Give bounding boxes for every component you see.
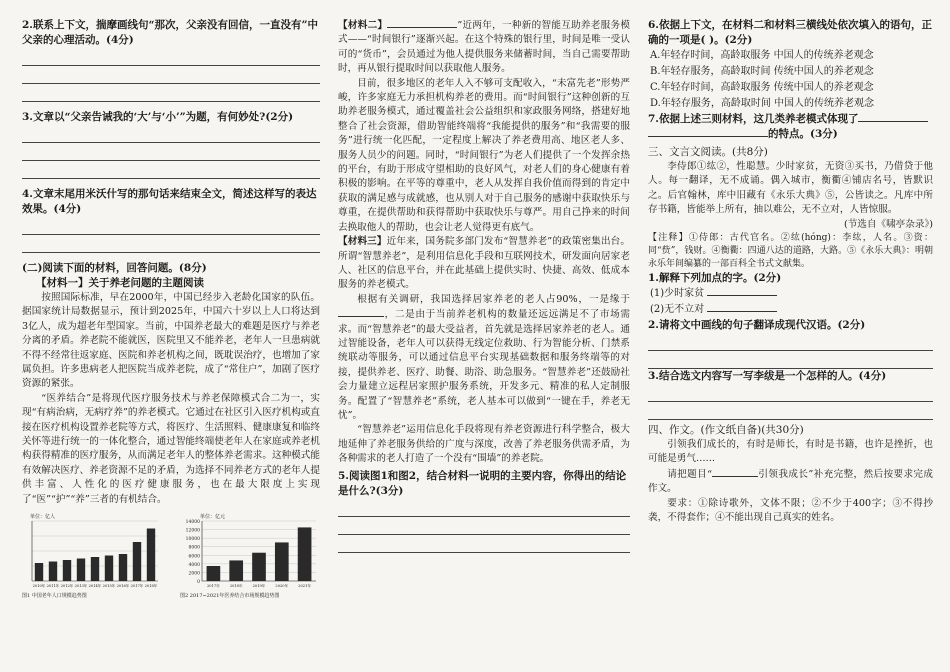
fill-blank[interactable] [858,112,928,122]
option-b[interactable]: B.年轻存服务，高龄取时间 传统中国人的养老观念 [650,66,874,77]
section-header: 四、作文。(作文纸自备)(共30分) [648,424,804,437]
chart-bar [298,528,312,582]
composition-instruction [648,467,933,497]
material-3-text: ，二是由于当前养老机构的数量还远远满足不了市场需求。而“智慧养老”的最大受益者，首先就是选择居家养老的老人。通过智能设备，老年人可以获得无线定位救助、行为智能分析、门禁系统联动等服务，可以通过信息平台实现基础数据和服务终端等的对接，提供养老、医疗、助餐、助浴、助急服务。“智慧养老”还鼓励社会力量建立远程居家照护服务系统，开发多元、精准的私人定制服务。配置了“智慧养老”系统，老人基本可以做到“一键在手，养老无忧”。 [338,309,630,421]
word-item-text: (2)无不立对 [650,304,705,316]
material-2-label: 【材料二】 [338,20,388,31]
answer-line[interactable] [22,217,320,235]
section-header: (二)阅读下面的材料，回答问题。(8分) [22,262,207,274]
question-6: 6.依据上下文，在材料二和材料三横线处依次填入的语句，正确的一项是( )。(2分) [648,19,932,46]
word-item [648,302,933,318]
question-5: 5.阅读图1和图2，结合材料一说明的主要内容，你得出的结论是什么?(3分) [338,469,627,497]
chart-xtick: 2017年 [130,584,144,589]
question-3: 3.文章以“父亲告诫我的‘大’与‘小’”为题，有何妙处?(2分) [22,111,294,123]
answer-line[interactable] [648,384,933,402]
chart-xtick: 2015年 [102,584,116,589]
column-2 [338,18,630,553]
material-2-paragraph: 目前，很多地区的老年人入不够可支配收入，“未富先老”形势严峻，许多家庭无力承担机构养老的费用。而“时间银行”这种创新的互助养老服务模式，通过覆盖社会公益组织和家政服务网络，搭建好地整合了社会资源，借助智能终端将“我能提供的服务”和“我需要的服务”进行统一化匹配，一定程度上解决了养老费用高、地区老人多、服务人员少的问题。同时，“时间银行”为老人们提供了一个发挥余热的平台，有助于形成守望相助的良好风气，对老人们的身心健康有着积极的影响。在平等的尊重中，老人从发挥自我价值而得到的肯定中获取的满足感与成就感，也从别人对于自己服务的感谢中获取快乐与尊重，在提供帮助和获得帮助中获取快乐与尊严。用自己挣来的时间去换取他人的帮助，也会让老人觉得更有底气。 [338,77,630,233]
chart-xtick: 2016年 [116,584,130,589]
chart-bar [91,557,99,581]
answer-line[interactable] [648,402,933,420]
chart-ytick: 8000 [188,545,200,551]
chart-2-caption: 图2 2017~2021年医养结合市场规模趋势图 [180,593,280,600]
chart-xtick: 2018年 [229,584,243,589]
answer-line[interactable] [648,351,933,369]
chart-bar [275,543,289,582]
answer-line[interactable] [338,499,630,517]
answer-line[interactable] [338,535,630,553]
chart-xtick: 2010年 [32,584,46,589]
chart-ytick: 2000 [188,571,200,577]
composition-text: 请把题目“ [667,468,713,480]
answer-line[interactable] [22,48,320,66]
answer-line[interactable] [22,125,320,143]
annotation: 【注释】①侍郎：古代官名。②纮(hóng)：李纮，人名。③资：同“赀”，钱财。④衡衢：四通八达的道路，大路。⑤《永乐大典》：明朝永乐年间编纂的一部百科全书式文献集。 [648,233,933,270]
material-3-paragraph: “智慧养老”运用信息化手段将现有养老资源进行科学整合，极大地延伸了养老服务供给的广度与深度，改善了养老服务供需矛盾，为各种需求的老人打造了一个没有“围墙”的养老院。 [338,424,630,465]
answer-line[interactable] [22,66,320,84]
fill-blank[interactable] [387,18,457,28]
chart-1 [22,511,162,600]
material-2-text: ”近两年，一种新的智能互助养老服务模式——“时间银行”逐渐兴起。在这个特殊的银行里，时间是唯一受认可的“货币”，会员通过为他人提供服务来储蓄时间，当自己需要帮助时，再从银行提取时间以获取他人服务。 [338,20,631,75]
chart-ytick: 4000 [188,562,200,568]
classical-text: 李侍郎①纮②，性聪慧。少时家贫，无资③买书，乃借贷于他人。每一翻译，无不成诵。偶入城市，衡衢④铺店名号，皆默识之。后官翰林，库中旧藏有《永乐大典》⑤，公皆读之。凡库中所存书籍，皆能举上所有，抽以难公，无不立对，人皆惊服。 [648,161,933,216]
chart-bar [133,542,141,581]
chart-ytick: 10000 [185,537,200,543]
material-1-paragraph: “医养结合”是将现代医疗服务技术与养老保障模式合二为一，实现“有病治病，无病疗养”的养老模式。它通过在社区引入医疗机构或直接在医疗机构设置养老院等方式，将医疗、生活照料、健康康复和临终关怀等进行统一的一体化整合，通过智能终端使老年人在家庭或养老机构获得精准的医疗服务，从而满足老年人的整体养老需求。这种模式能有效解决医疗、养老资源不足的矛盾，为选择不同养老方式的老年人提供丰富、人性化的医疗健康服务，也在最大限度上实现了“医”“护”“养”三者的有机结合。 [22,392,320,505]
chart-ytick: 0 [197,580,200,586]
chart-bar [77,559,85,582]
answer-line[interactable] [22,235,320,253]
classical-source: (节选自《啸亭杂录》) [843,218,933,230]
chart-ytick: 6000 [188,554,200,560]
chart-bar [105,556,113,582]
chart-bar [229,561,243,582]
answer-line[interactable] [22,143,320,161]
option-a[interactable]: A.年轻存时间，高龄取服务 中国人的传统养老观念 [650,50,874,61]
fill-blank[interactable] [648,127,768,137]
question-4: 4.文章末尾用米沃什写的那句话来结束全文，简述这样写的表达效果。(4分) [22,188,317,215]
answer-line[interactable] [338,517,630,535]
chart-xtick: 2020年 [275,584,289,589]
column-1 [22,18,320,600]
chart-xtick: 2019年 [252,584,266,589]
chart-xtick: 2011年 [46,584,60,589]
material-3-text: 近年来，国务院多部门发布“智慧养老”的政策密集出台。所谓“智慧养老”，是利用信息化手段和互联网技术，研发面向居家老人、社区的信息平台，并在此基础上提供实时、快捷、高效、低成本服务的养老模式。 [338,236,631,291]
fill-blank[interactable] [707,302,777,312]
material-3-label: 【材料三】 [338,236,387,248]
word-item [648,286,933,302]
fill-blank[interactable] [338,307,384,317]
chart-ylabel: 单位：亿人 [30,514,56,521]
chart-1-caption: 图1 中国老年人口规模趋势图 [22,593,87,600]
material-3-text: 根据有关调研，我国选择居家养老的老人占90%，一是缘于 [357,293,630,305]
composition-prompt: 引领我们成长的，有时是师长，有时是书籍，也许是挫折，也可能是勇气…… [648,439,933,465]
question-6-options [648,48,933,112]
material-1-paragraph: 按照国际标准，早在2000年，中国已经步入老龄化国家的队伍。据国家统计局数据显示，预计到2025年，中国六十岁以上人口将达到3亿人，成为超老年型国家。当前，中国养老最大的难题是医疗与养老分离的矛盾。养老院不能就医，医院里又不能养老，老年人一旦患病就不得不经常往返家庭、医院和养老机构之间，既耽误治疗，也增加了家属负担。许多患病老人把医院当成养老院，成了“常住户”，加剧了医疗资源的紧张。 [22,292,320,390]
charts-row [22,511,320,600]
material-3-paragraph [338,235,630,293]
chart-xtick: 2013年 [74,584,88,589]
classical-question-2: 2.请将文中画线的句子翻译成现代汉语。(2分) [648,319,866,332]
chart-ylabel: 单位：亿元 [200,514,226,521]
question-7 [648,112,933,142]
chart-1-svg [22,511,162,593]
material-2-paragraph [338,18,630,77]
chart-bar [252,553,266,581]
section-header: 三、文言文阅读。(共8分) [648,146,768,158]
chart-xtick: 2021年 [298,584,311,589]
chart-2 [180,511,320,600]
composition-requirements: 要求：①除诗歌外，文体不限；②不少于400字；③不得抄袭，不得套作；④不能出现自己真实的姓名。 [648,497,933,524]
chart-bar [119,554,127,581]
word-item-text: (1)少时家贫 [650,288,705,300]
material-1-title: 【材料一】关于养老问题的主题阅读 [36,277,204,289]
composition-text: 引领我成长”补充完整，然后按要求完成作文。 [648,468,934,495]
answer-line[interactable] [22,84,320,102]
chart-2-svg [180,511,320,593]
fill-blank[interactable] [707,286,777,296]
question-7-text: 的特点。(3分) [768,128,838,140]
chart-xtick: 2017年 [207,584,220,589]
chart-ytick: 12000 [185,528,200,534]
chart-xtick: 2012年 [60,584,74,589]
question-7-text: 7.依据上述三则材料，这几类养老模式体现了 [648,113,859,125]
chart-ytick: 14000 [185,520,200,526]
classical-question-3: 3.结合选文内容写一写李绂是一个怎样的人。(4分) [648,370,887,383]
chart-bar [63,560,71,581]
chart-bar [207,566,221,581]
column-3 [648,18,933,525]
chart-bar [147,529,155,582]
option-d[interactable]: D.年轻存服务，高龄取时间 中国人的传统养老观念 [650,98,875,109]
option-c[interactable]: C.年轻存时间，高龄取服务 传统中国人的养老观念 [650,82,874,93]
chart-bar [49,562,57,582]
chart-bar [35,563,43,581]
fill-blank[interactable] [712,467,758,477]
question-2: 2.联系上下文，揣摩画线句“那次，父亲没有回信，一直没有”中父亲的心理活动。(4分) [22,19,319,46]
chart-xtick: 2014年 [88,584,102,589]
chart-xtick: 2018年 [144,584,158,589]
answer-line[interactable] [648,333,933,351]
answer-line[interactable] [22,161,320,179]
material-3-paragraph [338,293,630,424]
classical-question-1: 1.解释下列加点的字。(2分) [648,272,782,285]
